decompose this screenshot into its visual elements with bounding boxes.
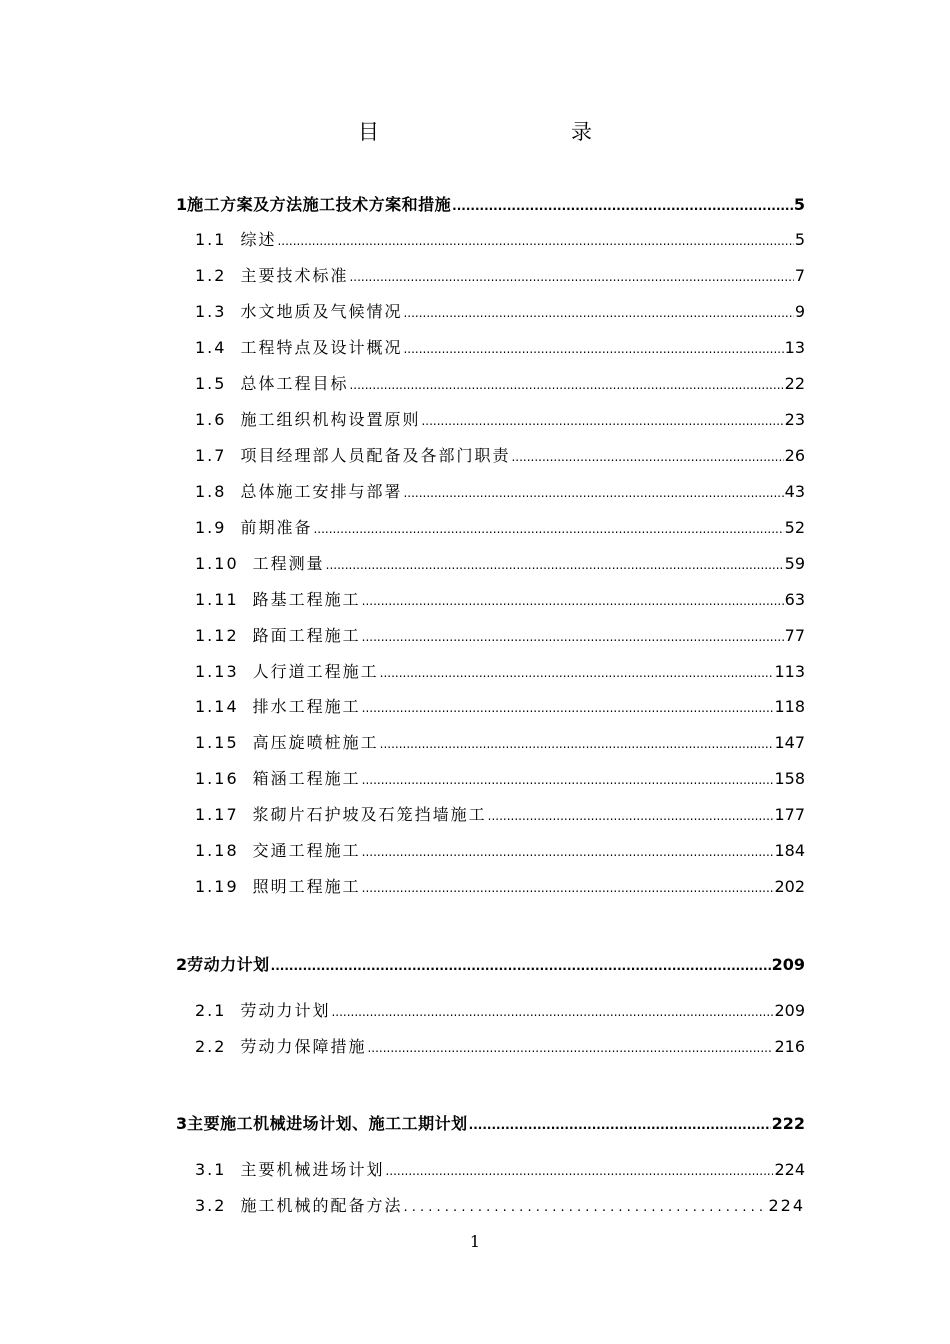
entry-number: 1.18 bbox=[195, 841, 239, 860]
toc-entry-1-6[interactable] bbox=[195, 408, 805, 432]
entry-page: 216 bbox=[774, 1037, 805, 1056]
toc-entry-1-16[interactable] bbox=[195, 767, 805, 791]
entry-page: 224 bbox=[768, 1196, 805, 1215]
entry-number: 1.2 bbox=[195, 266, 227, 285]
entry-number: 1.14 bbox=[195, 697, 239, 716]
entry-page: 7 bbox=[794, 266, 805, 285]
entry-page: 222 bbox=[771, 1114, 805, 1133]
entry-number: 1 bbox=[176, 195, 188, 214]
toc-entry-1-18[interactable] bbox=[195, 839, 805, 863]
entry-number: 1.9 bbox=[195, 518, 227, 537]
dot-leader bbox=[403, 1196, 767, 1220]
entry-page: 22 bbox=[784, 374, 805, 393]
entry-label: 工程测量 bbox=[252, 554, 325, 573]
dot-leader bbox=[385, 1159, 773, 1183]
entry-label: 箱涵工程施工 bbox=[252, 769, 361, 788]
entry-label: 总体工程目标 bbox=[240, 374, 349, 393]
page-number-footer: 1 bbox=[469, 1232, 481, 1251]
entry-page: 5 bbox=[794, 230, 805, 249]
dot-leader bbox=[362, 840, 774, 864]
entry-page: 184 bbox=[774, 841, 805, 860]
toc-entry-1-3[interactable] bbox=[195, 300, 805, 324]
dot-leader bbox=[511, 445, 783, 469]
dot-leader bbox=[349, 373, 783, 397]
toc-entry-1-14[interactable] bbox=[195, 695, 805, 719]
toc-entry-1-7[interactable] bbox=[195, 444, 805, 468]
entry-page: 113 bbox=[774, 662, 805, 681]
entry-number: 1.8 bbox=[195, 482, 227, 501]
entry-number: 1.17 bbox=[195, 805, 239, 824]
dot-leader bbox=[421, 409, 783, 433]
entry-label: 劳动力计划 bbox=[240, 1001, 331, 1020]
dot-leader bbox=[367, 1036, 773, 1060]
dot-leader bbox=[362, 589, 784, 613]
entry-label: 路基工程施工 bbox=[252, 590, 361, 609]
toc-entry-3-1[interactable] bbox=[195, 1158, 805, 1182]
toc-entry-1-11[interactable] bbox=[195, 588, 805, 612]
toc-entry-1-5[interactable] bbox=[195, 372, 805, 396]
entry-page: 59 bbox=[784, 554, 805, 573]
entry-label: 浆砌片石护坡及石笼挡墙施工 bbox=[252, 805, 487, 824]
entry-label: 主要技术标准 bbox=[240, 266, 349, 285]
entry-page: 209 bbox=[771, 955, 805, 974]
dot-leader bbox=[380, 661, 774, 685]
dot-leader bbox=[380, 732, 774, 756]
entry-number: 1.4 bbox=[195, 338, 227, 357]
dot-leader bbox=[362, 625, 784, 649]
entry-label: 总体施工安排与部署 bbox=[240, 482, 403, 501]
toc-entry-1-17[interactable] bbox=[195, 803, 805, 827]
entry-number: 1.15 bbox=[195, 733, 239, 752]
toc-entry-1-10[interactable] bbox=[195, 552, 805, 576]
entry-number: 1.12 bbox=[195, 626, 239, 645]
entry-number: 1.10 bbox=[195, 554, 239, 573]
entry-label: 人行道工程施工 bbox=[252, 662, 379, 681]
entry-label: 综述 bbox=[240, 230, 277, 249]
toc-entry-chapter-2[interactable] bbox=[176, 953, 805, 977]
entry-page: 158 bbox=[774, 769, 805, 788]
entry-page: 63 bbox=[784, 590, 805, 609]
entry-page: 43 bbox=[784, 482, 805, 501]
entry-label: 项目经理部人员配备及各部门职责 bbox=[240, 446, 511, 465]
entry-number: 3 bbox=[176, 1114, 188, 1133]
toc-entry-1-2[interactable] bbox=[195, 264, 805, 288]
entry-page: 177 bbox=[774, 805, 805, 824]
entry-page: 5 bbox=[793, 195, 805, 214]
dot-leader bbox=[488, 804, 774, 828]
entry-page: 52 bbox=[784, 518, 805, 537]
entry-label: 施工方案及方法施工技术方案和措施 bbox=[187, 195, 452, 214]
entry-page: 9 bbox=[794, 302, 805, 321]
dot-leader bbox=[403, 337, 783, 361]
entry-label: 排水工程施工 bbox=[252, 697, 361, 716]
entry-number: 3.2 bbox=[195, 1196, 227, 1215]
dot-leader bbox=[469, 1113, 771, 1137]
entry-label: 水文地质及气候情况 bbox=[240, 302, 403, 321]
dot-leader bbox=[403, 481, 783, 505]
entry-label: 照明工程施工 bbox=[252, 877, 361, 896]
dot-leader bbox=[349, 265, 793, 289]
entry-label: 施工组织机构设置原则 bbox=[240, 410, 421, 429]
toc-entry-2-1[interactable] bbox=[195, 999, 805, 1023]
dot-leader bbox=[403, 301, 793, 325]
entry-page: 147 bbox=[774, 733, 805, 752]
entry-number: 1.3 bbox=[195, 302, 227, 321]
toc-entry-2-2[interactable] bbox=[195, 1035, 805, 1059]
entry-label: 路面工程施工 bbox=[252, 626, 361, 645]
dot-leader bbox=[452, 194, 793, 218]
toc-entry-1-9[interactable] bbox=[195, 516, 805, 540]
toc-entry-1-4[interactable] bbox=[195, 336, 805, 360]
entry-number: 2.2 bbox=[195, 1037, 227, 1056]
toc-entry-3-2[interactable] bbox=[195, 1194, 805, 1218]
toc-entry-1-12[interactable] bbox=[195, 624, 805, 648]
entry-page: 118 bbox=[774, 697, 805, 716]
toc-entry-chapter-3[interactable] bbox=[176, 1112, 805, 1136]
entry-number: 2 bbox=[176, 955, 188, 974]
toc-title: 目 录 bbox=[358, 120, 642, 144]
entry-label: 前期准备 bbox=[240, 518, 313, 537]
entry-page: 13 bbox=[784, 338, 805, 357]
toc-entry-chapter-1[interactable] bbox=[176, 193, 805, 217]
toc-entry-1-8[interactable] bbox=[195, 480, 805, 504]
toc-entry-1-15[interactable] bbox=[195, 731, 805, 755]
dot-leader bbox=[362, 768, 774, 792]
entry-number: 1.1 bbox=[195, 230, 227, 249]
entry-number: 1.5 bbox=[195, 374, 227, 393]
dot-leader bbox=[326, 553, 784, 577]
dot-leader bbox=[331, 1000, 773, 1024]
entry-page: 224 bbox=[774, 1160, 805, 1179]
entry-label: 施工机械的配备方法 bbox=[240, 1196, 403, 1215]
entry-label: 高压旋喷桩施工 bbox=[252, 733, 379, 752]
entry-number: 1.11 bbox=[195, 590, 239, 609]
dot-leader bbox=[362, 696, 774, 720]
toc-entry-1-13[interactable] bbox=[195, 660, 805, 684]
entry-page: 26 bbox=[784, 446, 805, 465]
entry-page: 202 bbox=[774, 877, 805, 896]
entry-number: 2.1 bbox=[195, 1001, 227, 1020]
entry-label: 主要施工机械进场计划、施工工期计划 bbox=[187, 1114, 468, 1133]
entry-number: 1.6 bbox=[195, 410, 227, 429]
entry-page: 23 bbox=[784, 410, 805, 429]
entry-number: 1.13 bbox=[195, 662, 239, 681]
toc-entry-1-19[interactable] bbox=[195, 875, 805, 899]
entry-label: 主要机械进场计划 bbox=[240, 1160, 385, 1179]
dot-leader bbox=[277, 229, 793, 253]
dot-leader bbox=[362, 876, 774, 900]
entry-label: 劳动力计划 bbox=[187, 955, 270, 974]
entry-number: 1.7 bbox=[195, 446, 227, 465]
entry-page: 77 bbox=[784, 626, 805, 645]
entry-label: 工程特点及设计概况 bbox=[240, 338, 403, 357]
dot-leader bbox=[313, 517, 783, 541]
entry-page: 209 bbox=[774, 1001, 805, 1020]
entry-number: 1.19 bbox=[195, 877, 239, 896]
toc-entry-1-1[interactable] bbox=[195, 228, 805, 252]
entry-number: 1.16 bbox=[195, 769, 239, 788]
entry-number: 3.1 bbox=[195, 1160, 227, 1179]
entry-label: 劳动力保障措施 bbox=[240, 1037, 367, 1056]
dot-leader bbox=[271, 954, 771, 978]
entry-label: 交通工程施工 bbox=[252, 841, 361, 860]
